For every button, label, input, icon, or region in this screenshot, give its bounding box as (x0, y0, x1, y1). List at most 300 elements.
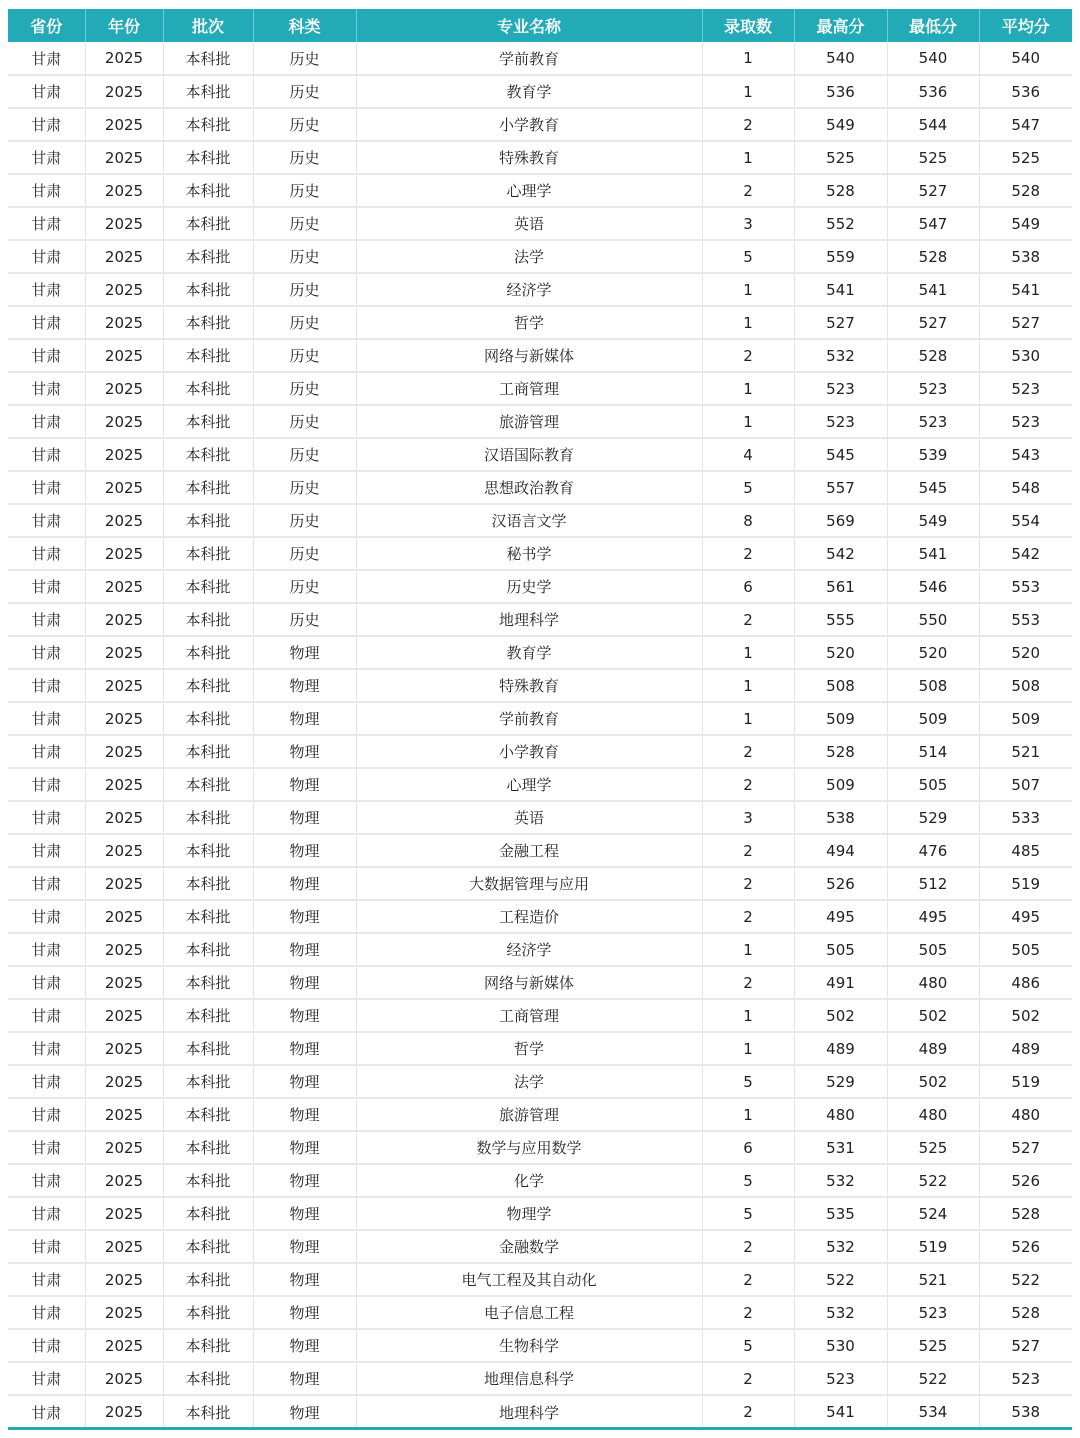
major-name-cell: 地理科学 (356, 603, 702, 636)
average-score-cell: 527 (979, 1131, 1072, 1164)
major-name-cell: 电气工程及其自动化 (356, 1263, 702, 1296)
average-score-cell: 538 (1011, 1403, 1041, 1421)
year-cell: 2025 (85, 702, 163, 735)
province-cell: 甘肃 (8, 339, 85, 372)
province-cell: 甘肃 (8, 801, 85, 834)
batch-cell: 本科批 (163, 669, 253, 702)
average-score-cell: 523 (979, 372, 1072, 405)
highest-score-cell: 532 (794, 339, 887, 372)
subject-category-cell: 历史 (253, 108, 356, 141)
batch-cell: 本科批 (163, 1329, 253, 1362)
province-cell: 甘肃 (8, 273, 85, 306)
admitted-count-cell: 2 (702, 174, 794, 207)
table-row (8, 1164, 1072, 1197)
lowest-score-cell: 546 (887, 570, 979, 603)
highest-score-cell: 540 (794, 42, 887, 75)
average-score-cell: 523 (979, 1362, 1072, 1395)
highest-score-cell: 530 (794, 1329, 887, 1362)
batch-cell: 本科批 (163, 999, 253, 1032)
highest-score-cell: 529 (794, 1065, 887, 1098)
province-cell: 甘肃 (8, 174, 85, 207)
subject-category-cell: 物理 (253, 900, 356, 933)
table-row (8, 240, 1072, 273)
subject-category-cell: 历史 (253, 240, 356, 273)
batch-cell: 本科批 (163, 405, 253, 438)
major-name-cell: 地理信息科学 (356, 1362, 702, 1395)
highest-score-cell: 555 (794, 603, 887, 636)
table-row (8, 438, 1072, 471)
major-name-cell: 法学 (356, 240, 702, 273)
batch-cell: 本科批 (163, 504, 253, 537)
average-score-cell: 486 (979, 966, 1072, 999)
average-score-cell: 528 (979, 1296, 1072, 1329)
year-cell: 2025 (85, 735, 163, 768)
highest-score-cell: 509 (794, 702, 887, 735)
subject-category-cell: 物理 (253, 1329, 356, 1362)
batch-cell: 本科批 (163, 108, 253, 141)
average-score-cell: 485 (979, 834, 1072, 867)
highest-score-cell: 480 (794, 1098, 887, 1131)
lowest-score-cell: 525 (887, 1329, 979, 1362)
year-cell: 2025 (85, 372, 163, 405)
subject-category-cell: 物理 (253, 1131, 356, 1164)
major-name-cell: 数学与应用数学 (356, 1131, 702, 1164)
year-cell: 2025 (85, 603, 163, 636)
year-cell: 2025 (85, 471, 163, 504)
highest-score-cell: 559 (794, 240, 887, 273)
lowest-score-cell: 480 (887, 1098, 979, 1131)
table-row (8, 966, 1072, 999)
average-score-cell: 554 (979, 504, 1072, 537)
major-name-cell: 心理学 (356, 174, 702, 207)
admitted-count-cell: 2 (702, 603, 794, 636)
table-row (8, 306, 1072, 339)
table-row (8, 1098, 1072, 1131)
lowest-score-cell: 509 (887, 702, 979, 735)
lowest-score-cell: 523 (887, 405, 979, 438)
lowest-score-cell: 524 (887, 1197, 979, 1230)
average-score-cell: 507 (979, 768, 1072, 801)
highest-score-cell: 489 (794, 1032, 887, 1065)
lowest-score-cell: 508 (887, 669, 979, 702)
batch-cell: 本科批 (163, 537, 253, 570)
major-name-cell: 英语 (356, 207, 702, 240)
year-cell: 2025 (85, 933, 163, 966)
lowest-score-cell: 505 (887, 768, 979, 801)
lowest-score-cell: 527 (887, 306, 979, 339)
highest-score-cell: 542 (794, 537, 887, 570)
table-row (8, 174, 1072, 207)
average-score-cell: 495 (979, 900, 1072, 933)
lowest-score-cell: 550 (887, 603, 979, 636)
year-cell: 2025 (85, 240, 163, 273)
subject-category-cell: 物理 (253, 1230, 356, 1263)
admitted-count-cell: 5 (702, 1164, 794, 1197)
major-name-cell: 物理学 (356, 1197, 702, 1230)
major-name-cell: 心理学 (356, 768, 702, 801)
table-row (8, 1263, 1072, 1296)
subject-category-cell: 物理 (253, 768, 356, 801)
average-score-cell: 543 (979, 438, 1072, 471)
table-row (8, 669, 1072, 702)
lowest-score-cell: 480 (887, 966, 979, 999)
province-cell: 甘肃 (8, 735, 85, 768)
highest-score-cell: 523 (794, 405, 887, 438)
highest-score-cell: 494 (794, 834, 887, 867)
province-cell: 甘肃 (8, 1197, 85, 1230)
year-cell: 2025 (85, 669, 163, 702)
table-row (8, 1032, 1072, 1065)
batch-cell: 本科批 (163, 141, 253, 174)
batch-cell: 本科批 (163, 801, 253, 834)
table-row (8, 702, 1072, 735)
average-score-cell: 547 (979, 108, 1072, 141)
batch-cell: 本科批 (163, 735, 253, 768)
subject-category-cell: 物理 (253, 669, 356, 702)
lowest-score-cell: 514 (887, 735, 979, 768)
batch-cell: 本科批 (163, 1263, 253, 1296)
header-year[interactable]: 年份 (85, 9, 163, 42)
batch-cell: 本科批 (163, 1032, 253, 1065)
lowest-score-cell: 502 (887, 1065, 979, 1098)
admitted-count-cell: 2 (702, 1230, 794, 1263)
lowest-score-cell: 544 (887, 108, 979, 141)
average-score-cell: 538 (979, 240, 1072, 273)
average-score-cell: 523 (979, 405, 1072, 438)
province-cell: 甘肃 (8, 966, 85, 999)
admission-scores-table (8, 9, 1072, 1428)
batch-cell: 本科批 (163, 636, 253, 669)
table-row (8, 1230, 1072, 1263)
major-name-cell: 工程造价 (356, 900, 702, 933)
lowest-score-cell: 525 (887, 141, 979, 174)
lowest-score-cell: 523 (887, 372, 979, 405)
major-name-cell: 大数据管理与应用 (356, 867, 702, 900)
average-score-cell: 521 (979, 735, 1072, 768)
province-cell: 甘肃 (8, 768, 85, 801)
table-row (8, 42, 1072, 75)
subject-category-cell: 历史 (253, 174, 356, 207)
batch-cell: 本科批 (163, 1098, 253, 1131)
header-subject-category[interactable]: 科类 (253, 9, 356, 42)
major-name-cell: 小学教育 (356, 108, 702, 141)
batch-cell: 本科批 (163, 306, 253, 339)
lowest-score-cell: 547 (887, 207, 979, 240)
major-name-cell: 工商管理 (356, 999, 702, 1032)
batch-cell: 本科批 (163, 273, 253, 306)
subject-category-cell: 历史 (253, 141, 356, 174)
batch-cell: 本科批 (163, 75, 253, 108)
major-name-cell: 学前教育 (356, 702, 702, 735)
table-row (8, 1296, 1072, 1329)
major-name-cell: 汉语言文学 (356, 504, 702, 537)
admitted-count-cell: 1 (702, 141, 794, 174)
batch-cell: 本科批 (163, 1362, 253, 1395)
admitted-count-cell: 1 (702, 1098, 794, 1131)
year-cell: 2025 (85, 966, 163, 999)
table-row (8, 735, 1072, 768)
province-cell: 甘肃 (8, 702, 85, 735)
admitted-count-cell: 1 (702, 42, 794, 75)
year-cell: 2025 (85, 339, 163, 372)
subject-category-cell: 历史 (253, 339, 356, 372)
subject-category-cell: 物理 (253, 636, 356, 669)
subject-category-cell: 历史 (253, 42, 356, 75)
admitted-count-cell: 5 (702, 1197, 794, 1230)
lowest-score-cell: 545 (887, 471, 979, 504)
admitted-count-cell: 3 (702, 207, 794, 240)
header-admitted-count[interactable]: 录取数 (702, 9, 794, 42)
highest-score-cell: 552 (794, 207, 887, 240)
subject-category-cell: 物理 (253, 867, 356, 900)
batch-cell: 本科批 (163, 1197, 253, 1230)
year-cell: 2025 (85, 1329, 163, 1362)
major-name-cell: 教育学 (356, 75, 702, 108)
header-batch[interactable]: 批次 (163, 9, 253, 42)
year-cell: 2025 (85, 834, 163, 867)
table-row (8, 207, 1072, 240)
year-cell: 2025 (85, 141, 163, 174)
year-cell: 2025 (85, 1032, 163, 1065)
year-cell: 2025 (85, 570, 163, 603)
batch-cell: 本科批 (163, 900, 253, 933)
batch-cell: 本科批 (163, 768, 253, 801)
lowest-score-cell: 540 (887, 42, 979, 75)
table-row (8, 1362, 1072, 1395)
major-name-cell: 特殊教育 (356, 669, 702, 702)
admitted-count-cell: 1 (702, 75, 794, 108)
year-cell: 2025 (85, 1230, 163, 1263)
table-row (8, 537, 1072, 570)
header-highest-score[interactable]: 最高分 (794, 9, 887, 42)
batch-cell: 本科批 (163, 1230, 253, 1263)
batch-cell: 本科批 (163, 471, 253, 504)
admitted-count-cell: 1 (702, 636, 794, 669)
lowest-score-cell: 541 (887, 273, 979, 306)
year-cell: 2025 (85, 75, 163, 108)
admitted-count-cell: 3 (702, 801, 794, 834)
province-cell: 甘肃 (8, 537, 85, 570)
province-cell: 甘肃 (8, 1296, 85, 1329)
subject-category-cell: 物理 (253, 735, 356, 768)
table-row (8, 75, 1072, 108)
year-cell: 2025 (85, 1362, 163, 1395)
admitted-count-cell: 1 (702, 372, 794, 405)
batch-cell: 本科批 (163, 1065, 253, 1098)
table-row (8, 1065, 1072, 1098)
subject-category-cell: 历史 (253, 570, 356, 603)
subject-category-cell: 历史 (253, 75, 356, 108)
major-name-cell: 历史学 (356, 570, 702, 603)
year-cell: 2025 (85, 1197, 163, 1230)
table-row (8, 1131, 1072, 1164)
province-cell: 甘肃 (8, 570, 85, 603)
table-row (8, 372, 1072, 405)
table-bottom-rule (8, 1427, 1072, 1430)
highest-score-cell: 526 (794, 867, 887, 900)
table-row (8, 900, 1072, 933)
highest-score-cell: 527 (794, 306, 887, 339)
average-score-cell: 519 (979, 1065, 1072, 1098)
batch-cell: 本科批 (163, 1131, 253, 1164)
lowest-score-cell: 476 (887, 834, 979, 867)
province-cell: 甘肃 (8, 207, 85, 240)
average-score-cell: 520 (979, 636, 1072, 669)
province-cell: 甘肃 (8, 603, 85, 636)
admitted-count-cell: 1 (702, 999, 794, 1032)
province-cell: 甘肃 (8, 42, 85, 75)
year-cell: 2025 (85, 900, 163, 933)
highest-score-cell: 495 (794, 900, 887, 933)
year-cell: 2025 (85, 108, 163, 141)
batch-cell: 本科批 (163, 339, 253, 372)
table-row (8, 471, 1072, 504)
major-name-cell: 工商管理 (356, 372, 702, 405)
batch-cell: 本科批 (163, 966, 253, 999)
subject-category-cell: 历史 (253, 438, 356, 471)
year-cell: 2025 (85, 42, 163, 75)
header-lowest-score[interactable]: 最低分 (887, 9, 979, 42)
major-name-cell: 金融工程 (356, 834, 702, 867)
subject-category-cell: 历史 (253, 537, 356, 570)
admitted-count-cell: 1 (702, 933, 794, 966)
table-row (8, 273, 1072, 306)
batch-cell: 本科批 (163, 603, 253, 636)
table-row (8, 801, 1072, 834)
average-score-cell: 536 (979, 75, 1072, 108)
year-cell: 2025 (85, 867, 163, 900)
province-cell: 甘肃 (8, 900, 85, 933)
subject-category-cell: 历史 (253, 603, 356, 636)
average-score-cell: 508 (979, 669, 1072, 702)
province-cell: 甘肃 (8, 834, 85, 867)
year-cell: 2025 (85, 1164, 163, 1197)
admitted-count-cell: 1 (702, 1032, 794, 1065)
subject-category-cell: 历史 (253, 372, 356, 405)
average-score-cell: 522 (979, 1263, 1072, 1296)
subject-category-cell: 物理 (253, 1098, 356, 1131)
province-cell: 甘肃 (8, 1263, 85, 1296)
lowest-score-cell: 541 (887, 537, 979, 570)
table-row (8, 1197, 1072, 1230)
major-name-cell: 网络与新媒体 (356, 966, 702, 999)
subject-category-cell: 物理 (253, 1362, 356, 1395)
lowest-score-cell: 495 (887, 900, 979, 933)
subject-category-cell: 物理 (253, 1197, 356, 1230)
header-average-score[interactable]: 平均分 (1001, 17, 1050, 36)
subject-category-cell: 物理 (253, 1395, 356, 1428)
average-score-cell: 519 (979, 867, 1072, 900)
table-row (8, 636, 1072, 669)
province-cell: 甘肃 (8, 372, 85, 405)
average-score-cell: 533 (979, 801, 1072, 834)
year-cell: 2025 (85, 537, 163, 570)
highest-score-cell: 541 (794, 273, 887, 306)
admitted-count-cell: 5 (702, 240, 794, 273)
major-name-cell: 法学 (356, 1065, 702, 1098)
subject-category-cell: 物理 (253, 1296, 356, 1329)
highest-score-cell: 541 (794, 1395, 887, 1428)
admitted-count-cell: 8 (702, 504, 794, 537)
lowest-score-cell: 522 (887, 1164, 979, 1197)
average-score-cell: 541 (979, 273, 1072, 306)
major-name-cell: 哲学 (356, 1032, 702, 1065)
major-name-cell: 旅游管理 (356, 1098, 702, 1131)
province-cell: 甘肃 (8, 108, 85, 141)
table-row (8, 405, 1072, 438)
average-score-cell: 527 (979, 306, 1072, 339)
highest-score-cell: 505 (794, 933, 887, 966)
admitted-count-cell: 2 (702, 537, 794, 570)
province-cell: 甘肃 (8, 306, 85, 339)
header-province[interactable]: 省份 (8, 9, 85, 42)
highest-score-cell: 549 (794, 108, 887, 141)
highest-score-cell: 532 (794, 1164, 887, 1197)
table-row (8, 1329, 1072, 1362)
batch-cell: 本科批 (163, 1164, 253, 1197)
header-major-name[interactable]: 专业名称 (356, 9, 702, 42)
highest-score-cell: 532 (794, 1296, 887, 1329)
major-name-cell: 思想政治教育 (356, 471, 702, 504)
average-score-cell: 502 (979, 999, 1072, 1032)
admitted-count-cell: 2 (702, 1362, 794, 1395)
major-name-cell: 金融数学 (356, 1230, 702, 1263)
batch-cell: 本科批 (163, 1296, 253, 1329)
lowest-score-cell: 549 (887, 504, 979, 537)
lowest-score-cell: 523 (887, 1296, 979, 1329)
highest-score-cell: 502 (794, 999, 887, 1032)
subject-category-cell: 物理 (253, 1263, 356, 1296)
year-cell: 2025 (85, 1263, 163, 1296)
lowest-score-cell: 529 (887, 801, 979, 834)
admitted-count-cell: 2 (702, 834, 794, 867)
admission-scores-table-container (8, 9, 1072, 1428)
admitted-count-cell: 5 (702, 1329, 794, 1362)
year-cell: 2025 (85, 438, 163, 471)
admitted-count-cell: 2 (702, 966, 794, 999)
year-cell: 2025 (85, 1395, 163, 1428)
admitted-count-cell: 6 (702, 570, 794, 603)
highest-score-cell: 525 (794, 141, 887, 174)
major-name-cell: 小学教育 (356, 735, 702, 768)
major-name-cell: 特殊教育 (356, 141, 702, 174)
lowest-score-cell: 527 (887, 174, 979, 207)
lowest-score-cell: 539 (887, 438, 979, 471)
batch-cell: 本科批 (163, 438, 253, 471)
year-cell: 2025 (85, 768, 163, 801)
table-row (8, 141, 1072, 174)
lowest-score-cell: 512 (887, 867, 979, 900)
year-cell: 2025 (85, 636, 163, 669)
province-cell: 甘肃 (8, 141, 85, 174)
lowest-score-cell: 520 (887, 636, 979, 669)
table-row (8, 768, 1072, 801)
major-name-cell: 汉语国际教育 (356, 438, 702, 471)
highest-score-cell: 522 (794, 1263, 887, 1296)
subject-category-cell: 物理 (253, 999, 356, 1032)
average-score-cell: 540 (979, 42, 1072, 75)
table-row (8, 570, 1072, 603)
admitted-count-cell: 4 (702, 438, 794, 471)
province-cell: 甘肃 (8, 1131, 85, 1164)
batch-cell: 本科批 (163, 207, 253, 240)
subject-category-cell: 历史 (253, 273, 356, 306)
subject-category-cell: 物理 (253, 834, 356, 867)
table-row (8, 1395, 1072, 1428)
province-cell: 甘肃 (8, 1395, 85, 1428)
admitted-count-cell: 2 (702, 867, 794, 900)
subject-category-cell: 物理 (253, 966, 356, 999)
